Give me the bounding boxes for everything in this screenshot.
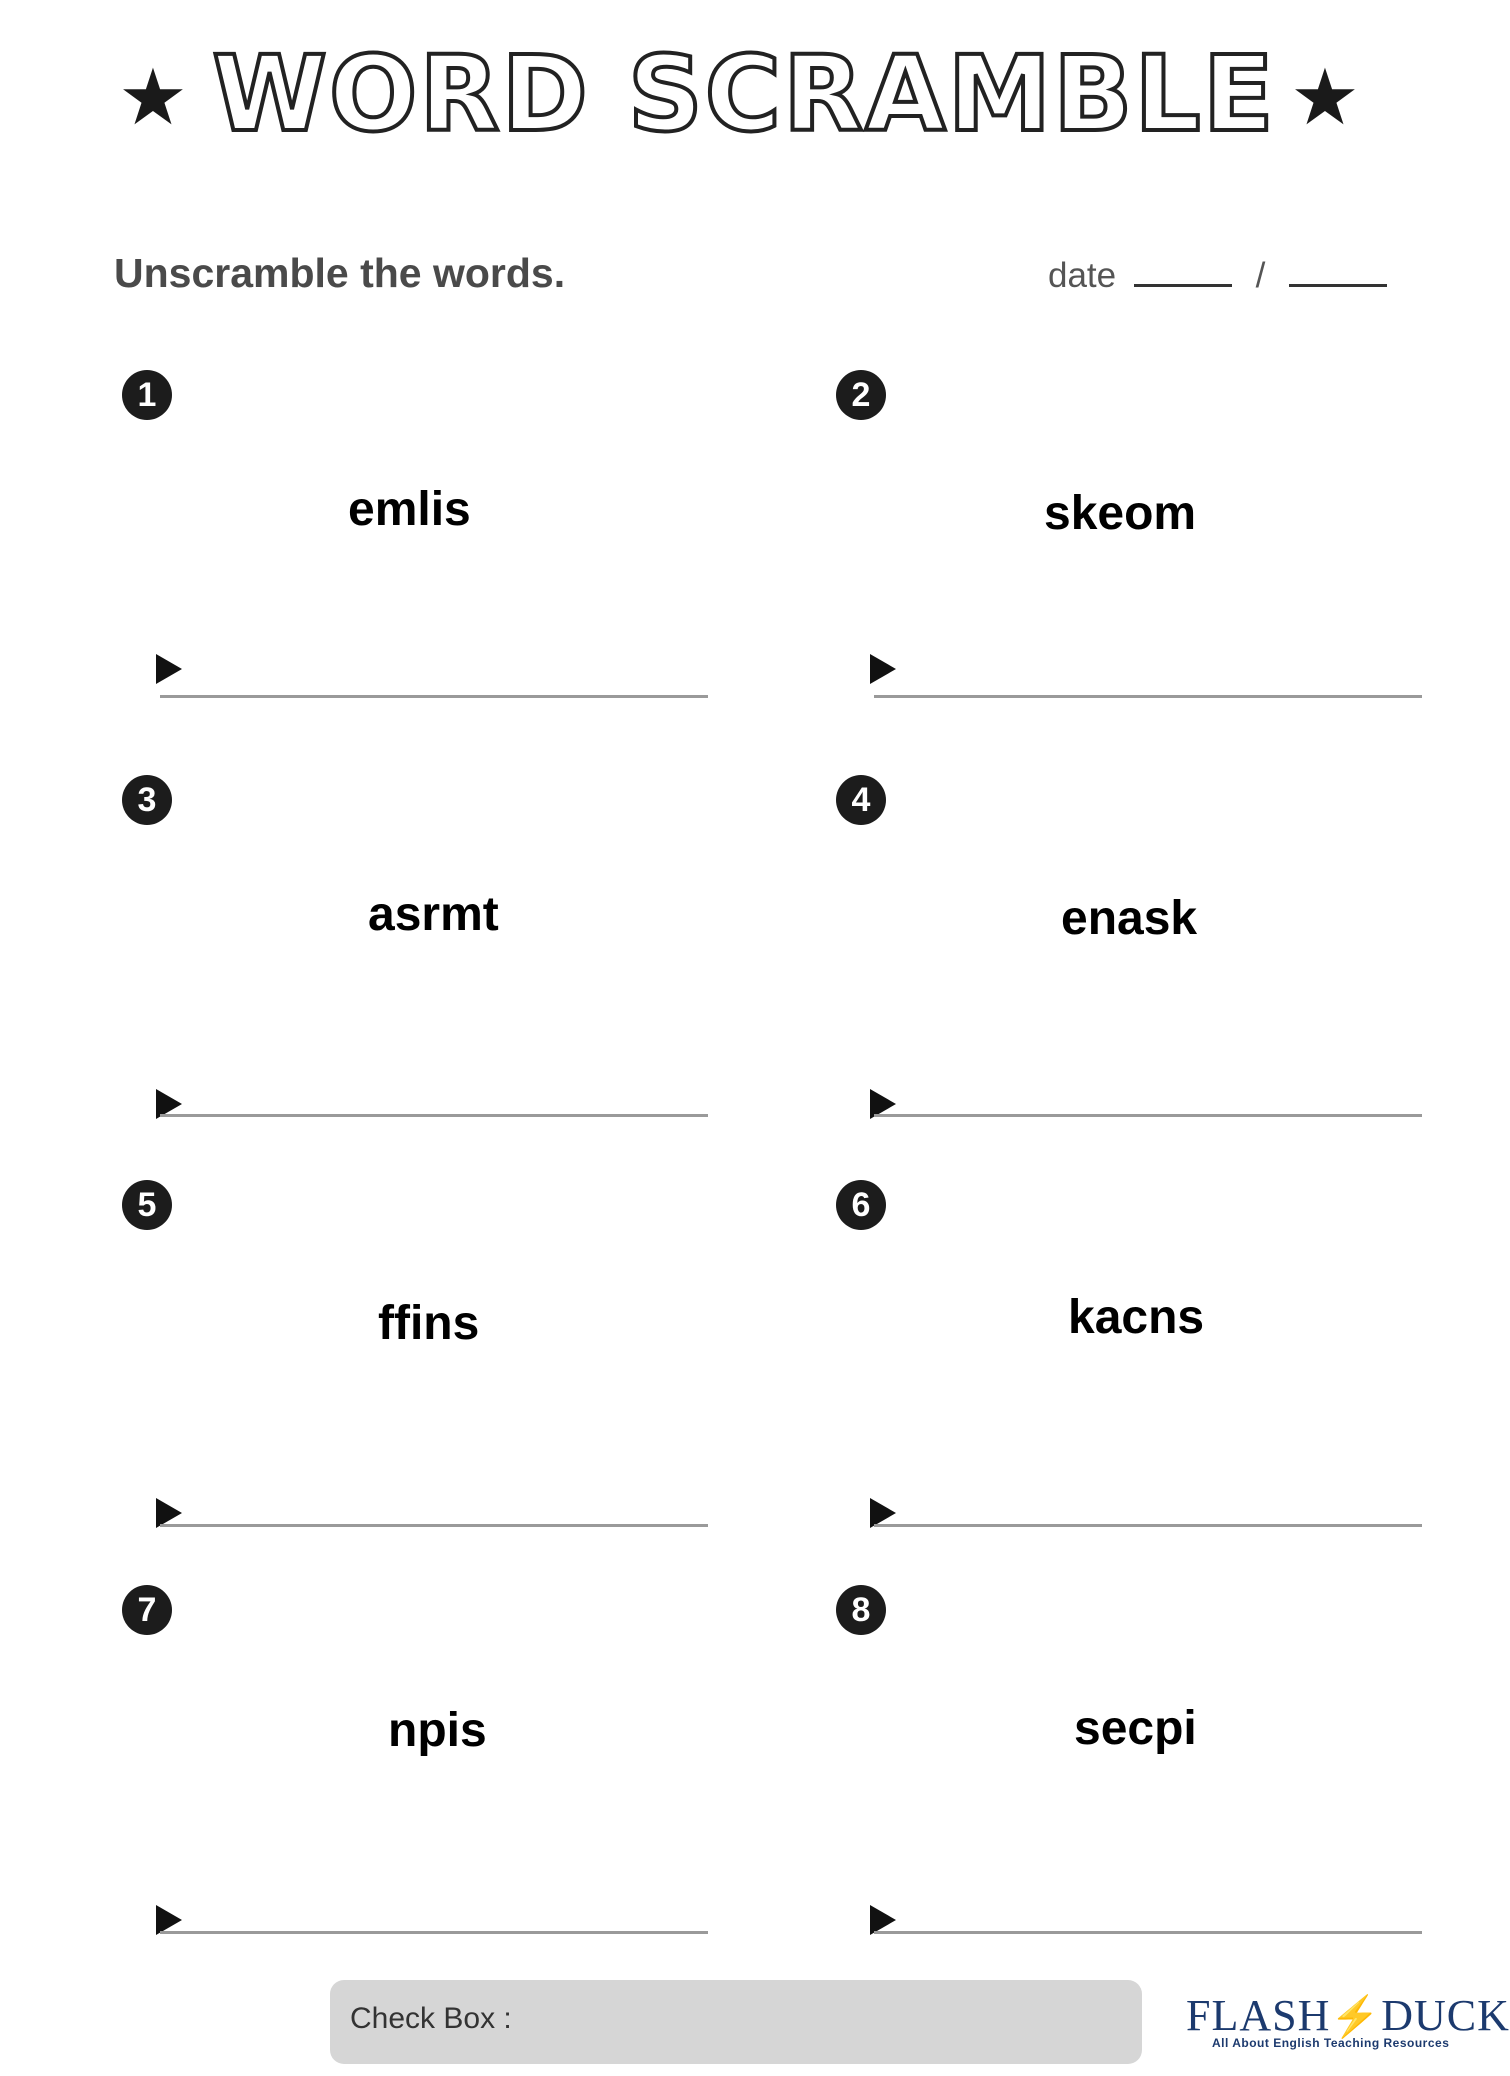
arrow-right-icon <box>156 654 182 684</box>
title-letter: R <box>419 33 502 155</box>
answer-line[interactable] <box>160 1931 708 1934</box>
item-number-badge: 1 <box>122 370 172 420</box>
title-banner <box>0 28 1496 155</box>
logo-tagline: All About English Teaching Resources <box>1212 2036 1450 2050</box>
title-letter: M <box>947 33 1054 155</box>
worksheet-title <box>208 34 1280 154</box>
item-number-badge: 7 <box>122 1585 172 1635</box>
scramble-item <box>122 1180 682 1540</box>
title-letter: A <box>865 33 948 155</box>
scrambled-word: emlis <box>348 483 471 536</box>
scramble-item <box>122 370 682 730</box>
answer-line[interactable] <box>160 1524 708 1527</box>
arrow-right-icon <box>870 654 896 684</box>
scrambled-word: npis <box>388 1704 487 1757</box>
item-number-badge: 5 <box>122 1180 172 1230</box>
date-blank-month[interactable] <box>1134 260 1232 287</box>
item-number-badge: 3 <box>122 775 172 825</box>
scramble-item <box>836 1180 1396 1540</box>
answer-line[interactable] <box>160 1114 708 1117</box>
answer-line[interactable] <box>874 1114 1422 1117</box>
scramble-item <box>836 775 1396 1135</box>
title-letter: S <box>627 33 705 155</box>
scramble-item <box>836 1585 1396 1945</box>
lightning-bolt-icon: ⚡ <box>1330 1994 1382 2039</box>
star-icon-left: ★ <box>118 53 188 141</box>
title-letter: W <box>212 33 329 155</box>
item-number-badge: 8 <box>836 1585 886 1635</box>
title-letter: D <box>501 33 590 155</box>
date-blank-day[interactable] <box>1289 260 1387 287</box>
answer-line[interactable] <box>874 1524 1422 1527</box>
star-icon-right: ★ <box>1290 53 1360 141</box>
title-letter: L <box>1134 33 1203 155</box>
answer-line[interactable] <box>160 695 708 698</box>
title-letter: E <box>1202 33 1276 155</box>
item-number-badge: 2 <box>836 370 886 420</box>
scrambled-word: asrmt <box>368 888 499 941</box>
answer-line[interactable] <box>874 1931 1422 1934</box>
check-box-label: Check Box : <box>350 2002 512 2035</box>
scramble-item <box>836 370 1396 730</box>
scrambled-word: skeom <box>1044 487 1197 540</box>
check-box[interactable] <box>330 1980 1142 2064</box>
logo-name-right: DUCK <box>1381 1991 1510 2040</box>
scramble-item <box>122 775 682 1135</box>
brand-logo <box>1186 1990 1510 2054</box>
date-label: date <box>1048 256 1117 295</box>
instruction-text: Unscramble the words. <box>114 250 566 296</box>
scrambled-word: secpi <box>1074 1702 1197 1755</box>
date-field <box>1048 256 1395 296</box>
title-letter: C <box>704 33 784 155</box>
title-letter: O <box>328 33 420 155</box>
title-letter: R <box>783 33 866 155</box>
item-number-badge: 4 <box>836 775 886 825</box>
title-letter: B <box>1053 33 1135 155</box>
scrambled-word: kacns <box>1068 1291 1205 1344</box>
answer-line[interactable] <box>874 695 1422 698</box>
logo-name-left: FLASH <box>1186 1991 1331 2040</box>
item-number-badge: 6 <box>836 1180 886 1230</box>
scramble-item <box>122 1585 682 1945</box>
scrambled-word: enask <box>1061 892 1198 945</box>
scrambled-word: ffins <box>378 1297 480 1350</box>
date-separator: / <box>1255 256 1266 295</box>
